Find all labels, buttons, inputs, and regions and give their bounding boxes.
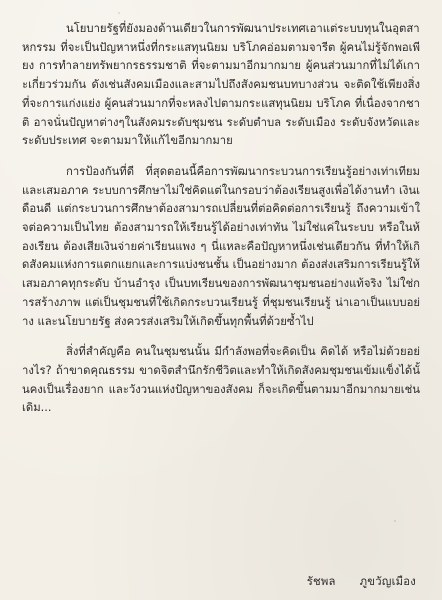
paragraph-2: การป้องกันที่ดี ที่สุดตอนนี้คือการพัฒนากระบวนการเรียนรู้อย่างเท่าเทียม และเสมอภาค ระบบการศึกษาไม่ใช่คิดแต่ในกรอบว่าต้องเรียนสูงเพื่อได้งานทำ เงินเดือนดี แต่กระบวนการศึกษาต้องสามารถเปลี่ยนที่ต่อคิดต่อการเรียนรู้ ถึงความเข้าใจต่อความเป็นไทย ต้องสามารถให้เรียนรู้ได้อย่างเท่าทัน ไม่ใช่แค่ในระบบ หรือในห้องเรียน ต้องเสียเงินจ่ายค่าเรียนแพง ๆ นี่แหละคือปัญหาหนึ่งเช่นเดียวกัน ที่ทำให้เกิดสังคมแห่งการแตกแยกและการแบ่งชนชั้น เป็นอย่างมาก ต้องส่งเสริมการเรียนรู้ให้เสมอภาคทุกระดับ บ้านอำรุง เป็นบทเรียนของการพัฒนาชุมชนอย่างแท้จริง ไม่ใช่การสร้างภาพ แต่เป็นชุมชนที่ใช้เกิดกระบวนเรียนรู้ ที่ชุมชนเรียนรู้ น่าเอาเป็นแบบอย่าง และนโยบายรัฐ ส่งควรส่งเสริมให้เกิดขึ้นทุกพื้นที่ด้วยซ้ำไป <box>22 164 420 328</box>
paper-speck <box>118 12 120 14</box>
paragraph-1: นโยบายรัฐที่ยังมองด้านเดียวในการพัฒนาประเทศเอาแต่ระบบทุนในอุตสาหกรรม ที่จะเป็นปัญหาหนึ่งที่กระแสทุนนิยม บริโภคอ่อมตามจารีต ผู้คนไม่รู้จักพอเพียง การทำลายทรัพยากรธรรมชาติ ที่จะตามมาอีกมากมาย ผู้คนส่วนมากที่ไม่ได้เกาะเกี่ยวร่วมกัน ดังเช่นสังคมเมืองและสามไปถึงสังคมชนบทบางส่วน จะติดใช้เพียงสิ่งที่จะการแก่งแย่ง ผู้คนส่วนมากที่จะหลงไปตามกระแสทุนนิยม บริโภค ที่เนื่องจากชาติ อาจนั่นปัญหาต่างๆในสังคมระดับชุมชน ระดับตำบล ระดับเมือง ระดับจังหวัดและระดับประเทศ จะตามมาให้แก้ไขอีกมากมาย <box>22 22 420 148</box>
paragraph-3: สิ่งที่สำคัญคือ คนในชุมชนนั้น มีกำลังพอที่จะคิดเป็น คิดได้ หรือไม่ด้วยอย่างไร? ถ้าขาดคุณธรรม ขาดจิตสำนึกรักชีวิตและทำให้เกิดสังคมชุมชนเข้มแข็งได้นั้นคงเป็นเรื่องยาก และวังวนแห่งปัญหาของสังคม ก็จะเกิดขึ้นตามมาอีกมากมายเช่นเดิม... <box>22 345 420 415</box>
author-signature <box>307 572 416 590</box>
paper-speck <box>394 520 396 522</box>
author-first-name: รัชพล <box>306 575 336 588</box>
author-last-name: ภูขวัญเมือง <box>359 575 416 588</box>
